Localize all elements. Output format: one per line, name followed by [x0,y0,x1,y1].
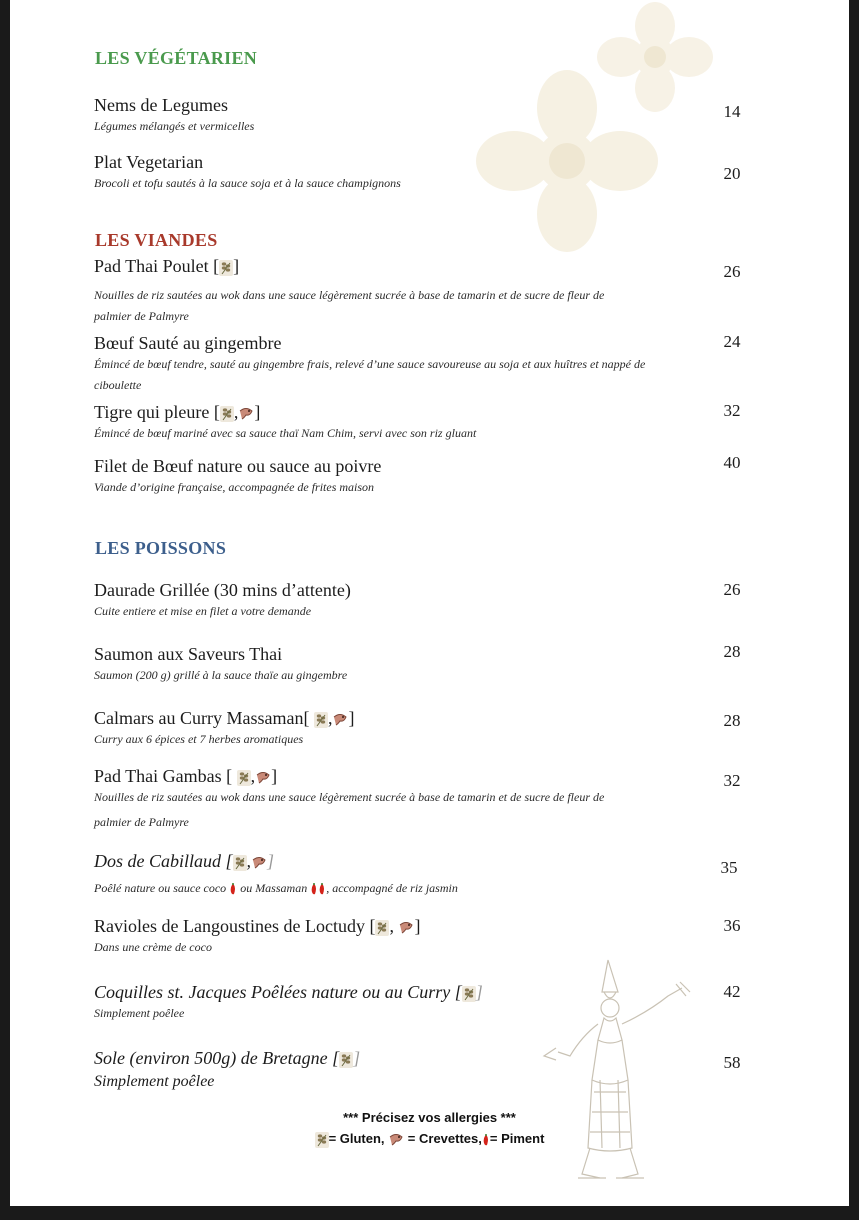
item-price: 28 [723,642,741,661]
item-name: Ravioles de Langoustines de Loctudy [ [94,916,376,936]
wheat-icon [220,406,234,422]
chili-icon [310,882,318,896]
item-price: 28 [723,711,741,730]
bracket-close: ] [348,708,355,728]
item-name: Filet de Bœuf nature ou sauce au poivre [94,456,382,476]
wheat-icon [219,260,233,276]
item-name: Nems de Legumes [94,95,228,115]
item-description-cont: ciboulette [94,378,142,392]
item-name: Dos de Cabillaud [ [94,851,233,871]
item-price: 40 [723,453,741,472]
separator: , [250,766,256,786]
shrimp-icon [238,407,254,421]
bracket-close: ] [414,916,421,936]
separator: , [233,402,239,422]
item-name: Pad Thai Poulet [ [94,256,220,276]
section-title-poissons: LES POISSONS [95,538,227,558]
chili-icon [318,882,326,896]
section-title-viandes: LES VIANDES [95,230,218,250]
bracket-close: ] [475,982,483,1002]
item-description: Légumes mélangés et vermicelles [94,119,255,133]
menu-item-calmars [94,707,674,750]
bracket-close: ] [353,1048,361,1068]
item-description: Curry aux 6 épices et 7 herbes aromatiques [94,732,304,746]
item-price: 32 [723,771,741,790]
menu-item-boeuf-saute [94,332,674,396]
wheat-icon [339,1052,353,1068]
item-description-cont: palmier de Palmyre [94,815,189,829]
item-price: 26 [723,262,741,281]
bracket-close: ] [254,402,261,422]
item-name: Sole (environ 500g) de Bretagne [ [94,1048,340,1068]
item-price: 14 [723,102,741,121]
shrimp-icon [255,771,271,785]
shrimp-icon [388,1133,404,1147]
menu-item-tigre-qui-pleure [94,401,674,444]
menu-item-nems [94,94,674,137]
wheat-icon [375,920,389,936]
item-name: Calmars au Curry Massaman[ [94,708,310,728]
item-description: Émincé de bœuf mariné avec sa sauce thaï Nam Chim, servi avec son riz gluant [94,426,477,440]
shrimp-icon [398,921,414,935]
menu-item-filet-boeuf [94,455,674,498]
bottom-bar [0,1206,859,1220]
item-price: 24 [723,332,741,351]
legend-piment: = Piment [489,1131,545,1146]
shrimp-icon [332,713,348,727]
item-description: Nouilles de riz sautées au wok dans une sauce légèrement sucrée à base de tamarin et de sucre de fleur de [94,790,605,804]
item-description: Simplement poêlee [94,1073,215,1090]
menu-item-pad-thai-gambas [94,765,674,833]
item-name: Saumon aux Saveurs Thai [94,644,283,664]
item-price: 36 [723,916,741,935]
item-description-end: , accompagné de riz jasmin [326,881,458,895]
wheat-icon [462,986,476,1002]
item-name: Pad Thai Gambas [ [94,766,233,786]
legend-crevettes: = Crevettes, [407,1131,482,1146]
item-description: Dans une crème de coco [94,940,212,954]
item-description-cont: ou Massaman [240,881,308,895]
item-description: Émincé de bœuf tendre, sauté au gingembre frais, relevé d’une sauce savoureuse au soja et aux huîtres et nappé de [94,357,646,371]
wheat-icon [314,712,328,728]
item-description: Cuite entiere et mise en filet a votre demande [94,604,312,618]
item-description: Poêlé nature ou sauce coco [94,881,227,895]
menu-item-saumon [94,643,674,686]
allergy-notice: *** Précisez vos allergies *** [343,1110,516,1125]
menu-item-sole [94,1047,674,1093]
allergen-legend [10,1131,849,1148]
item-description-cont: palmier de Palmyre [94,309,189,323]
menu-item-ravioles [94,915,674,958]
item-price: 32 [723,401,741,420]
menu-item-pad-thai-poulet [94,255,674,327]
menu-item-cabillaud [94,850,674,899]
item-name: Plat Vegetarian [94,152,204,172]
item-price: 58 [723,1053,741,1072]
bracket-close: ] [267,851,275,871]
item-name: Bœuf Sauté au gingembre [94,333,282,353]
item-price: 20 [723,164,741,183]
item-description: Brocoli et tofu sautés à la sauce soja et à la sauce champignons [94,176,401,190]
menu-item-coquilles [94,981,674,1024]
wheat-icon [233,855,247,871]
menu-page [10,0,849,1206]
bracket-close: ] [271,766,278,786]
item-name: Coquilles st. Jacques Poêlées nature ou au Curry [ [94,982,462,1002]
item-description: Nouilles de riz sautées au wok dans une sauce légèrement sucrée à base de tamarin et de sucre de fleur de [94,288,605,302]
shrimp-icon [251,856,267,870]
item-description: Simplement poêlee [94,1006,185,1020]
item-name: Tigre qui pleure [ [94,402,220,422]
wheat-icon [315,1132,329,1148]
separator: , [389,916,394,936]
menu-item-plat-vegetarian [94,151,674,194]
menu-item-daurade [94,579,674,622]
chili-icon [482,1133,490,1147]
bracket-close: ] [233,256,240,276]
item-name: Daurade Grillée (30 mins d’attente) [94,580,351,600]
separator: , [327,708,333,728]
legend-gluten: = Gluten, [328,1131,385,1146]
chili-icon [229,882,237,896]
wheat-icon [237,770,251,786]
section-title-vegetarien: LES VÉGÉTARIEN [95,48,258,68]
item-description: Viande d’origine française, accompagnée de frites maison [94,480,375,494]
item-description: Saumon (200 g) grillé à la sauce thaïe au gingembre [94,668,348,682]
item-price: 26 [723,580,741,599]
item-price: 35 [720,858,738,877]
separator: , [246,851,252,871]
item-price: 42 [723,982,741,1001]
